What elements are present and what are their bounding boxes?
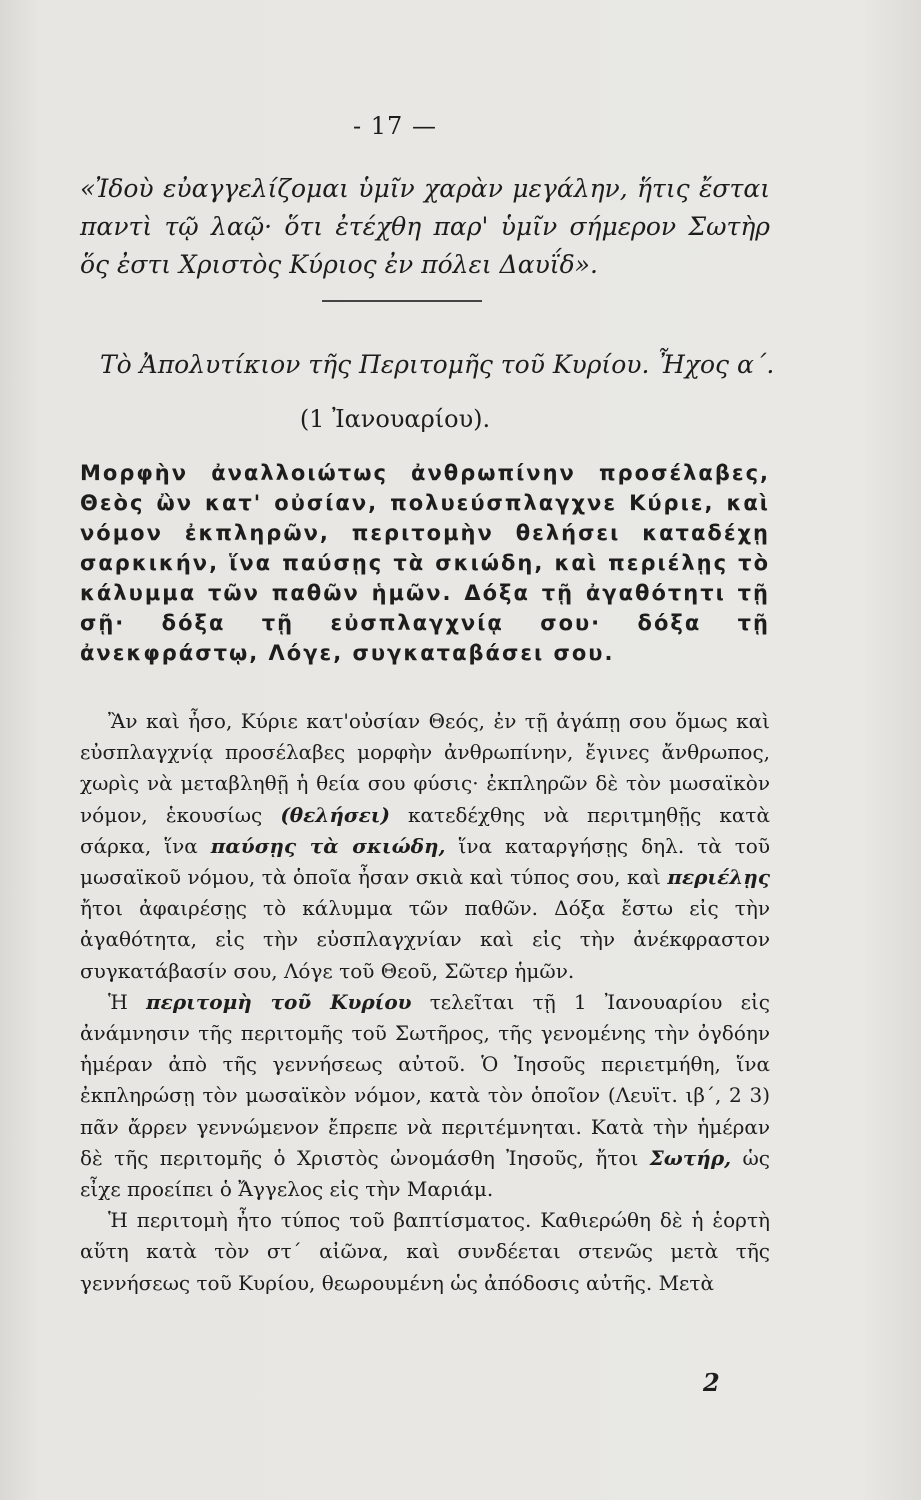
text-run: τελεῖται τῇ 1 Ἰανουαρίου εἰς ἀνάμνησιν τῆς περιτομῆς τοῦ Σωτῆρος, τῆς γενομένης τὴν ὀγδόην ἡμέραν ἀπὸ τῆς γεννήσεως αὐτοῦ. Ὁ Ἰησοῦς περιετμήθη, ἵνα ἐκπληρώσῃ τὸν μωσαϊκὸν νόμον, κατὰ τὸν ὁποῖον (Λευϊτ. ιβ΄, 2 3) πᾶν ἄρρεν γεννώμενον ἔπρεπε νὰ περιτέμνηται. Κατὰ τὴν ἡμέραν δὲ τῆς περιτομῆς ὁ Χριστὸς ὠνομάσθη Ἰησοῦς, ἤτοι [80, 989, 770, 1170]
hymn-text: Μορφὴν ἀναλλοιώτως ἀνθρωπίνην προσέλαβες, Θεὸς ὢν κατ' οὐσίαν, πολυεύσπλαγχνε Κύριε, καὶ νόμον ἐκπληρῶν, περιτομὴν θελήσει καταδέχῃ σαρκικήν, ἵνα παύσῃς τὰ σκιώδη, καὶ περιέλῃς τὸ κάλυμμα τῶν παθῶν ἡμῶν. Δόξα τῇ ἀγαθότητι τῇ σῇ· δόξα τῇ εὐσπλαγχνίᾳ σου· δόξα τῇ ἀνεκφράστῳ, Λόγε, συγκαταβάσει σου. [80, 461, 770, 665]
commentary-paragraph-2 [80, 987, 770, 1205]
commentary-paragraph-1 [80, 706, 770, 987]
hymn-title: Τὸ Ἀπολυτίκιον τῆς Περιτομῆς τοῦ Κυρίου. Ἦχος α΄. [100, 350, 775, 379]
text-run: Ἂν καὶ ἦσο, Κύριε κατ'οὐσίαν Θεός, ἐν τῇ ἀγάπῃ σου ὅμως καὶ εὐσπλαγχνίᾳ προσέλαβες μορφὴν ἀνθρωπίνην, ἔγινες ἄνθρωπος, χωρὶς νὰ μεταβληθῇ ἡ θεία σου φύσις· ἐκπληρῶν δὲ τὸν μωσαϊκὸν νόμον, ἑκουσίως [80, 709, 770, 827]
text-run: κατεδέχθης νὰ περιτμηθῇς κατὰ σάρκα, ἵνα [80, 802, 771, 858]
emphasis-perielis: περιέλῃς [667, 865, 771, 890]
emphasis-pausis: παύσῃς τὰ σκιώδη, [210, 833, 446, 858]
text-run: ἵνα καταργήσῃς δηλ. τὰ τοῦ μωσαϊκοῦ νόμου, τὰ ὁποῖα ἦσαν σκιὰ καὶ τύπος σου, καὶ [80, 833, 770, 890]
text-run: ὡς εἶχε προείπει ὁ Ἄγγελος εἰς τὴν Μαριάμ. [80, 1145, 770, 1202]
hymn-date: (1 Ἰανουαρίου). [299, 405, 491, 433]
section-divider [322, 300, 482, 302]
page-number: - 17 — [353, 112, 437, 140]
signature-mark: 2 [703, 1368, 720, 1397]
emphasis-thelisei: (θελήσει) [280, 802, 390, 827]
emphasis-peritomi: περιτομὴ τοῦ Κυρίου [146, 989, 412, 1014]
commentary [80, 706, 770, 1299]
commentary-paragraph-3: Ἡ περιτομὴ ἦτο τύπος τοῦ βαπτίσματος. Καθιερώθη δὲ ἡ ἑορτὴ αὕτη κατὰ τὸν στ΄ αἰῶνα, καὶ συνδέεται στενῶς μετὰ τῆς γεννήσεως τοῦ Κυρίου, θεωρουμένη ὡς ἀπόδοσις αὐτῆς. Μετὰ [80, 1208, 770, 1295]
emphasis-sotir: Σωτήρ, [649, 1145, 732, 1170]
gospel-verse: «Ἰδοὺ εὐαγγελίζομαι ὑμῖν χαρὰν μεγάλην, ἥτις ἔσται παντὶ τῷ λαῷ· ὅτι ἐτέχθη παρ' ὑμῖν σήμερον Σωτὴρ ὅς ἐστι Χριστὸς Κύριος ἐν πόλει Δαυΐδ». [80, 174, 770, 279]
text-run: Ἡ [108, 989, 128, 1014]
text-run: ἤτοι ἀφαιρέσῃς τὸ κάλυμμα τῶν παθῶν. Δόξα ἔστω εἰς τὴν ἀγαθότητα, εἰς τὴν εὐσπλαγχνίαν καὶ εἰς τὴν ἀνέκφραστον συγκατάβασίν σου, Λόγε τοῦ Θεοῦ, Σῶτερ ἡμῶν. [80, 896, 770, 983]
